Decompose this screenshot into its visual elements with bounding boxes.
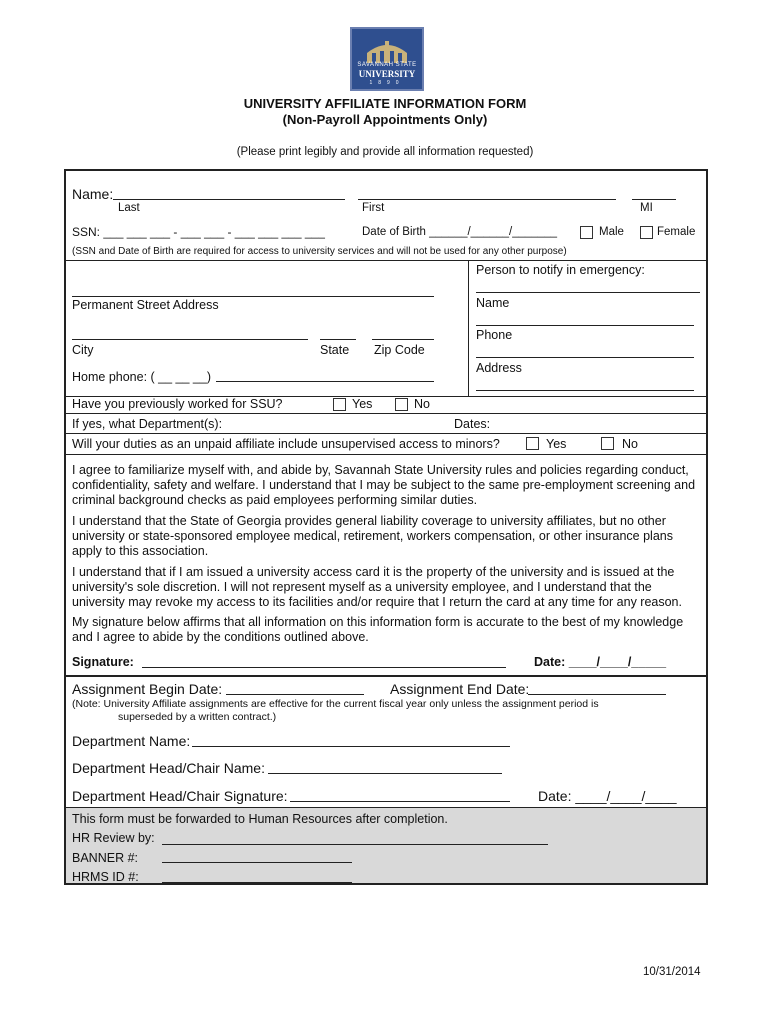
university-logo: [350, 27, 424, 91]
male-label: Male: [599, 226, 624, 238]
emergency-phone-field[interactable]: [476, 357, 694, 358]
mi-field[interactable]: [632, 199, 676, 200]
female-checkbox[interactable]: [640, 226, 653, 239]
city-label: City: [72, 343, 94, 357]
form-instructions: (Please print legibly and provide all information requested): [236, 146, 534, 158]
assignment-begin-field[interactable]: [226, 694, 364, 695]
first-name-field[interactable]: [358, 199, 616, 200]
divider: [64, 260, 708, 261]
department-signature-label: Department Head/Chair Signature:: [72, 788, 288, 804]
agreement-paragraph-1: I agree to familiarize myself with, and abide by, Savannah State University rules and policies regarding conduct, confidentiality, safety and welfare. I understand that I may be subject to the same pre-employment screening and criminal background checks as paid employees performing similar duties.: [72, 463, 696, 507]
assignment-end-field[interactable]: [528, 694, 666, 695]
minors-yes-checkbox[interactable]: [526, 437, 539, 450]
dob-field[interactable]: Date of Birth ______/______/_______: [362, 226, 558, 238]
emergency-name-field[interactable]: [476, 325, 694, 326]
hr-review-label: HR Review by:: [72, 831, 155, 845]
minors-question: Will your duties as an unpaid affiliate include unsupervised access to minors?: [72, 437, 500, 451]
home-phone-label: Home phone: ( __ __ __): [72, 370, 211, 384]
city-field[interactable]: [72, 339, 308, 340]
banner-label: BANNER #:: [72, 851, 138, 865]
emergency-title: Person to notify in emergency:: [476, 263, 645, 277]
department-head-field[interactable]: [268, 773, 502, 774]
assignment-begin-label: Assignment Begin Date:: [72, 681, 223, 697]
revision-date: 10/31/2014: [643, 966, 701, 978]
female-label: Female: [657, 226, 696, 238]
zip-label: Zip Code: [374, 343, 425, 357]
assignment-note-line2: superseded by a written contract.): [118, 711, 277, 723]
assignment-note-line1: (Note: University Affiliate assignments are effective for the current fiscal year only unless the assignment period is: [72, 698, 599, 710]
state-label: State: [320, 343, 350, 357]
emergency-line[interactable]: [476, 292, 700, 293]
divider: [64, 433, 708, 434]
department-name-field[interactable]: [192, 746, 510, 747]
minors-yes-label: Yes: [546, 437, 567, 451]
form-title: UNIVERSITY AFFILIATE INFORMATION FORM: [243, 96, 527, 111]
street-address-label: Permanent Street Address: [72, 298, 219, 312]
ssn-field[interactable]: SSN: ___ ___ ___ - ___ ___ - ___ ___ ___ ___: [72, 225, 325, 239]
logo-line1: SAVANNAH STATE: [357, 62, 417, 68]
previous-work-yes-checkbox[interactable]: [333, 398, 346, 411]
minors-no-label: No: [622, 437, 638, 451]
last-name-field[interactable]: [113, 199, 345, 200]
street-address-field[interactable]: [72, 296, 434, 297]
previous-work-question: Have you previously worked for SSU?: [72, 397, 283, 411]
assignment-end-label: Assignment End Date:: [390, 681, 530, 697]
hrms-field[interactable]: [162, 882, 352, 883]
home-phone-field[interactable]: [216, 381, 434, 382]
banner-field[interactable]: [162, 862, 352, 863]
previous-work-yes-label: Yes: [352, 397, 373, 411]
dates-label: Dates:: [454, 417, 491, 431]
name-label: Name:: [72, 186, 114, 202]
agreement-paragraph-2: I understand that the State of Georgia provides general liability coverage to university affiliates, but no other university or state-sponsored employee medical, retirement, workers compensation, or other insurance plans apply to this association.: [72, 514, 673, 558]
emergency-phone-label: Phone: [476, 328, 513, 342]
signature-date[interactable]: Date: ____/____/_____: [534, 655, 667, 669]
emergency-name-label: Name: [476, 296, 510, 310]
last-label: Last: [118, 202, 140, 214]
state-field[interactable]: [320, 339, 356, 340]
department-question: If yes, what Department(s):: [72, 417, 223, 431]
agreement-paragraph-3: I understand that if I am issued a university access card it is the property of the university and is issued at the university's sole discretion. I will not represent myself as a university employee, and I understand that the university may revoke my access to its facilities and/or require that I return the card at any time for any reason.: [72, 565, 682, 609]
logo-line2: UNIVERSITY: [358, 69, 416, 79]
emergency-address-field[interactable]: [476, 390, 694, 391]
signature-label: Signature:: [72, 655, 134, 669]
divider: [64, 807, 708, 808]
divider: [64, 454, 708, 455]
column-divider: [468, 260, 469, 396]
previous-work-no-checkbox[interactable]: [395, 398, 408, 411]
hr-review-field[interactable]: [162, 844, 548, 845]
first-label: First: [362, 202, 385, 214]
hr-forward-note: This form must be forwarded to Human Resources after completion.: [72, 812, 448, 826]
logo-line3: 1890: [369, 80, 405, 86]
divider: [64, 413, 708, 414]
department-signature-field[interactable]: [290, 801, 510, 802]
mi-label: MI: [640, 202, 653, 214]
agreement-paragraph-4: My signature below affirms that all information on this information form is accurate to the best of my knowledge and I agree to abide by the conditions outlined above.: [72, 615, 684, 644]
department-head-label: Department Head/Chair Name:: [72, 760, 265, 776]
minors-no-checkbox[interactable]: [601, 437, 614, 450]
previous-work-no-label: No: [414, 397, 430, 411]
male-checkbox[interactable]: [580, 226, 593, 239]
hrms-label: HRMS ID #:: [72, 870, 139, 884]
signature-field[interactable]: [142, 667, 506, 668]
department-signature-date[interactable]: Date: ____/____/____: [538, 788, 677, 804]
ssn-note: (SSN and Date of Birth are required for access to university services and will not be used for any other purpose): [72, 246, 567, 257]
zip-field[interactable]: [372, 339, 434, 340]
divider: [64, 675, 708, 677]
department-name-label: Department Name:: [72, 733, 191, 749]
emergency-address-label: Address: [476, 361, 522, 375]
form-subtitle: (Non-Payroll Appointments Only): [282, 112, 488, 127]
